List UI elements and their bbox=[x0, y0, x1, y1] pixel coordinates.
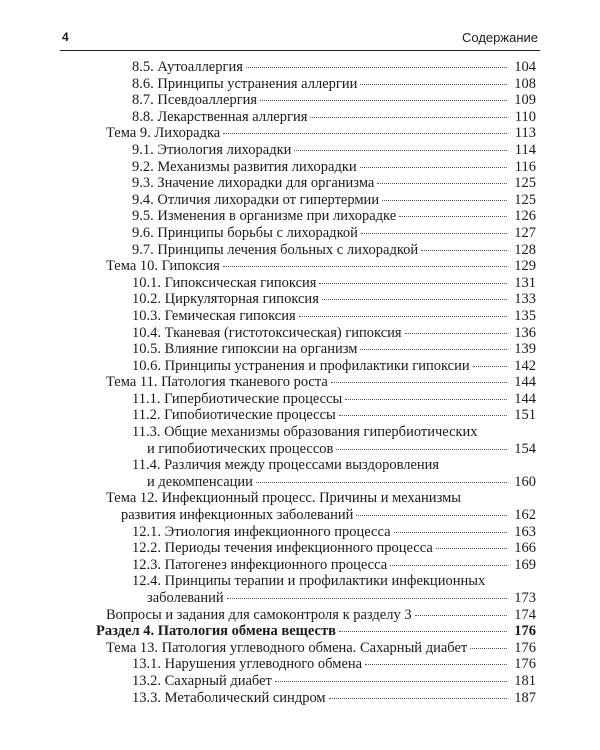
toc-page-number: 139 bbox=[514, 341, 536, 358]
toc-page-number: 104 bbox=[514, 59, 536, 75]
toc-entry-title: 11.1. Гипербиотические процессы bbox=[132, 390, 343, 407]
toc-page-number: 114 bbox=[514, 141, 536, 158]
toc-entry-title: 10.4. Тканевая (гистотоксическая) гипоксия bbox=[132, 324, 402, 341]
toc-entry-title: 8.5. Аутоаллергия bbox=[132, 59, 243, 75]
toc-entry bbox=[96, 424, 536, 457]
running-header-title: Содержание bbox=[462, 30, 538, 45]
toc-entry bbox=[96, 109, 536, 126]
dot-leader bbox=[299, 316, 507, 317]
dot-leader bbox=[310, 117, 507, 118]
toc-page-number: 125 bbox=[514, 191, 536, 208]
toc-page-number: 128 bbox=[514, 241, 536, 258]
toc-page-number: 151 bbox=[514, 407, 536, 424]
toc-entry bbox=[96, 540, 536, 557]
dot-leader bbox=[390, 565, 507, 566]
toc-entry-title: 10.3. Гемическая гипоксия bbox=[132, 307, 296, 324]
toc-entry bbox=[96, 457, 536, 490]
toc-entry bbox=[96, 76, 536, 93]
toc-entry bbox=[96, 125, 536, 142]
toc-entry bbox=[96, 225, 536, 242]
toc-page-number: 166 bbox=[514, 540, 536, 557]
toc-entry bbox=[96, 573, 536, 606]
toc-page-number: 133 bbox=[514, 291, 536, 308]
toc-page-number: 187 bbox=[514, 689, 536, 706]
dot-leader bbox=[223, 133, 507, 134]
toc-entry bbox=[96, 656, 536, 673]
toc-entry bbox=[96, 192, 536, 209]
toc-entry bbox=[96, 175, 536, 192]
toc-entry-title: Тема 11. Патология тканевого роста bbox=[106, 374, 328, 391]
dot-leader bbox=[405, 333, 507, 334]
dot-leader bbox=[360, 349, 507, 350]
dot-leader bbox=[322, 299, 507, 300]
toc-entry-title: 10.2. Циркуляторная гипоксия bbox=[132, 291, 319, 308]
toc-entry-title: Вопросы и задания для самоконтроля к разделу 3 bbox=[106, 606, 412, 623]
toc-entry bbox=[96, 690, 536, 707]
toc-entry-title: 10.5. Влияние гипоксии на организм bbox=[132, 341, 358, 358]
toc-entry-title: Тема 9. Лихорадка bbox=[106, 125, 221, 142]
toc-page-number: 163 bbox=[514, 523, 536, 540]
toc-page-number: 108 bbox=[514, 75, 536, 92]
dot-leader bbox=[421, 250, 507, 251]
toc-page-number: 129 bbox=[514, 258, 536, 275]
toc-page-number: 173 bbox=[514, 590, 536, 606]
toc-entry bbox=[96, 308, 536, 325]
dot-leader bbox=[415, 615, 507, 616]
toc-entry bbox=[96, 275, 536, 292]
toc-page-number: 176 bbox=[514, 623, 536, 640]
dot-leader bbox=[394, 532, 507, 533]
toc-entry-title: Тема 12. Инфекционный процесс. Причины и механизмы bbox=[106, 490, 462, 507]
toc-page-number: 131 bbox=[514, 274, 536, 291]
dot-leader bbox=[360, 84, 507, 85]
dot-leader bbox=[377, 183, 507, 184]
toc-entry-title: 9.7. Принципы лечения больных с лихорадкой bbox=[132, 241, 419, 258]
toc-entry-title: 11.4. Различия между процессами выздоровления bbox=[132, 457, 440, 474]
dot-leader bbox=[345, 399, 507, 400]
toc-entry-title: 12.4. Принципы терапии и профилактики инфекционных bbox=[132, 573, 486, 590]
toc-entry bbox=[96, 391, 536, 408]
toc-page-number: 110 bbox=[514, 108, 536, 125]
toc-page-number: 142 bbox=[514, 357, 536, 374]
toc-entry-title: 9.3. Значение лихорадки для организма bbox=[132, 175, 375, 192]
toc-page-number: 169 bbox=[514, 556, 536, 573]
toc-entry bbox=[96, 673, 536, 690]
dot-leader bbox=[365, 664, 507, 665]
dot-leader bbox=[246, 67, 507, 68]
toc-entry-title: и декомпенсации bbox=[147, 473, 253, 490]
toc-entry-title: 10.1. Гипоксическая гипоксия bbox=[132, 274, 317, 291]
toc-page-number: 181 bbox=[514, 672, 536, 689]
dot-leader bbox=[360, 167, 507, 168]
toc-page-number: 160 bbox=[514, 473, 536, 490]
toc-entry-title: 9.4. Отличия лихорадки от гипертермии bbox=[132, 191, 380, 208]
dot-leader bbox=[473, 366, 507, 367]
toc-entry-title: 9.2. Механизмы развития лихорадки bbox=[132, 158, 357, 175]
toc-entry bbox=[96, 374, 536, 391]
dot-leader bbox=[339, 415, 507, 416]
toc-entry-title: Раздел 4. Патология обмена веществ bbox=[96, 623, 336, 640]
toc-entry-title: 11.2. Гипобиотические процессы bbox=[132, 407, 336, 424]
table-of-contents bbox=[96, 59, 536, 706]
toc-entry-title: 8.8. Лекарственная аллергия bbox=[132, 108, 308, 125]
toc-entry bbox=[96, 208, 536, 225]
toc-entry bbox=[96, 623, 536, 640]
toc-entry-title: 10.6. Принципы устранения и профилактики гипоксии bbox=[132, 357, 470, 374]
toc-entry-title: 12.2. Периоды течения инфекционного процесса bbox=[132, 540, 433, 557]
toc-entry-title: 13.1. Нарушения углеводного обмена bbox=[132, 656, 363, 673]
dot-leader bbox=[223, 266, 507, 267]
toc-entry bbox=[96, 358, 536, 375]
toc-entry bbox=[96, 291, 536, 308]
dot-leader bbox=[356, 515, 507, 516]
toc-entry-title: и гипобиотических процессов bbox=[147, 440, 334, 457]
toc-entry-title: 11.3. Общие механизмы образования гипербиотических bbox=[132, 424, 478, 441]
toc-entry bbox=[96, 490, 536, 523]
toc-entry-title: 9.6. Принципы борьбы с лихорадкой bbox=[132, 224, 358, 241]
toc-entry bbox=[96, 59, 536, 76]
toc-page-number: 116 bbox=[514, 158, 536, 175]
dot-leader bbox=[260, 100, 507, 101]
dot-leader bbox=[294, 150, 507, 151]
toc-entry-title: 9.5. Изменения в организме при лихорадке bbox=[132, 208, 397, 225]
toc-entry-title: 13.3. Метаболический синдром bbox=[132, 689, 326, 706]
toc-entry bbox=[96, 407, 536, 424]
toc-page-number: 125 bbox=[514, 175, 536, 192]
toc-entry bbox=[96, 607, 536, 624]
toc-entry bbox=[96, 159, 536, 176]
toc-entry bbox=[96, 524, 536, 541]
toc-entry bbox=[96, 142, 536, 159]
toc-page-number: 136 bbox=[514, 324, 536, 341]
dot-leader bbox=[361, 233, 507, 234]
toc-entry-title: 8.6. Принципы устранения аллергии bbox=[132, 75, 358, 92]
toc-entry bbox=[96, 325, 536, 342]
toc-page-number: 144 bbox=[514, 374, 536, 391]
toc-page-number: 174 bbox=[514, 606, 536, 623]
toc-entry bbox=[96, 640, 536, 657]
toc-page-number: 126 bbox=[514, 208, 536, 225]
toc-entry-title: Тема 10. Гипоксия bbox=[106, 258, 220, 275]
dot-leader bbox=[436, 548, 507, 549]
toc-entry-title: 12.1. Этиология инфекционного процесса bbox=[132, 523, 391, 540]
dot-leader bbox=[319, 283, 507, 284]
dot-leader bbox=[275, 681, 507, 682]
toc-page-number: 113 bbox=[514, 125, 536, 142]
page-number: 4 bbox=[62, 30, 69, 44]
toc-entry bbox=[96, 242, 536, 259]
toc-entry-title: Тема 13. Патология углеводного обмена. Сахарный диабет bbox=[106, 639, 468, 656]
toc-entry bbox=[96, 258, 536, 275]
toc-entry-title: 9.1. Этиология лихорадки bbox=[132, 141, 292, 158]
toc-entry bbox=[96, 92, 536, 109]
toc-page-number: 176 bbox=[514, 656, 536, 673]
toc-entry-title: 13.2. Сахарный диабет bbox=[132, 672, 272, 689]
dot-leader bbox=[339, 631, 507, 632]
dot-leader bbox=[329, 698, 507, 699]
toc-entry-title: заболеваний bbox=[147, 590, 224, 606]
toc-entry bbox=[96, 341, 536, 358]
toc-page-number: 127 bbox=[514, 224, 536, 241]
dot-leader bbox=[227, 598, 507, 599]
toc-entry-title: 12.3. Патогенез инфекционного процесса bbox=[132, 556, 388, 573]
toc-page-number: 144 bbox=[514, 390, 536, 407]
toc-page-number: 162 bbox=[514, 507, 536, 524]
toc-page-number: 109 bbox=[514, 92, 536, 109]
dot-leader bbox=[399, 216, 507, 217]
toc-entry-title: 8.7. Псевдоаллергия bbox=[132, 92, 258, 109]
toc-entry bbox=[96, 557, 536, 574]
dot-leader bbox=[336, 449, 507, 450]
toc-page-number: 154 bbox=[514, 440, 536, 457]
dot-leader bbox=[382, 200, 507, 201]
dot-leader bbox=[470, 648, 507, 649]
toc-page-number: 176 bbox=[514, 639, 536, 656]
dot-leader bbox=[256, 482, 507, 483]
header-rule bbox=[60, 50, 540, 51]
toc-page-number: 135 bbox=[514, 307, 536, 324]
toc-entry-title: развития инфекционных заболеваний bbox=[121, 507, 354, 524]
dot-leader bbox=[331, 382, 507, 383]
